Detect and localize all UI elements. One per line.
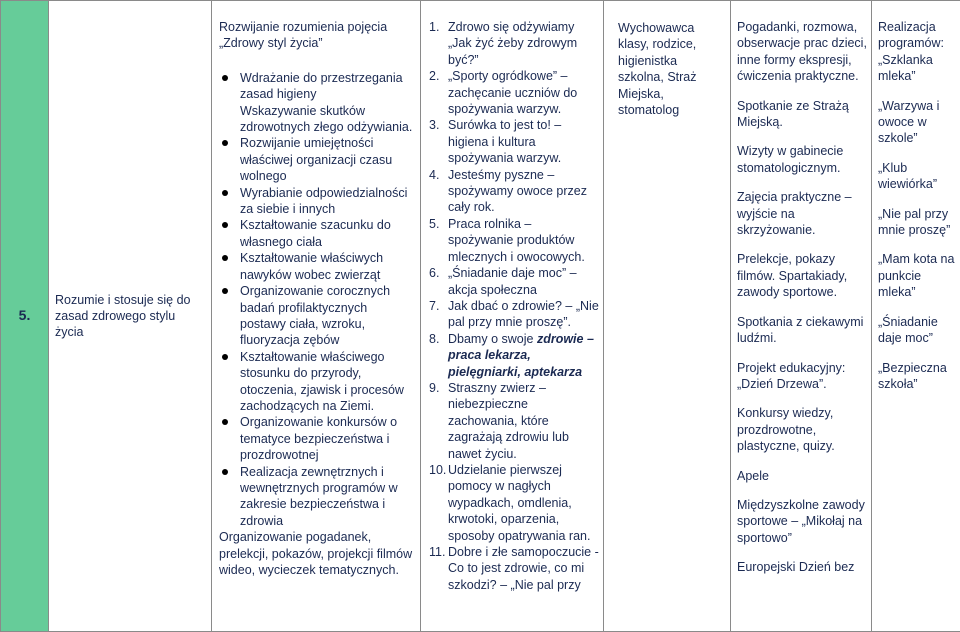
bullet-icon: [222, 469, 228, 475]
bullet-icon: [222, 255, 228, 261]
row-number: 5.: [19, 307, 31, 323]
goals-list: [219, 70, 414, 529]
list-item: Rozwijanie umiejętności właściwej organizacji czasu wolnego: [219, 135, 414, 184]
list-item: Wskazywanie skutków zdrowotnych złego odżywiania.: [219, 103, 414, 136]
bullet-icon: [222, 419, 228, 425]
list-item: 3. Surówka to jest to! – higiena i kultura spożywania warzyw.: [429, 117, 599, 166]
program-item: „Nie pal przy mnie proszę”: [878, 206, 956, 239]
method-item: Międzyszkolne zawody sportowe – „Mikołaj na sportowo”: [737, 497, 867, 546]
program-item: „Mam kota na punkcie mleka”: [878, 251, 956, 300]
program-item: „Bezpieczna szkoła”: [878, 360, 956, 393]
table-row: [1, 1, 960, 632]
responsible-text: Wychowawca klasy, rodzice, higienistka szkolna, Straż Miejska, stomatolog: [604, 1, 730, 118]
list-item: Organizowanie corocznych badań profilaktycznych postawy ciała, wzroku, fluoryzacja zębów: [219, 283, 414, 349]
program-item: „Śniadanie daje moc”: [878, 314, 956, 347]
method-item: Spotkania z ciekawymi ludźmi.: [737, 314, 867, 347]
method-item: Wizyty w gabinecie stomatologicznym.: [737, 143, 867, 176]
bullet-icon: [222, 354, 228, 360]
list-item: Kształtowanie właściwego stosunku do przyrody, otoczenia, zjawisk i procesów zachodzących na Ziemi.: [219, 349, 414, 415]
bullet-icon: [222, 75, 228, 81]
method-item: Konkursy wiedzy, prozdrowotne, plastyczne, quizy.: [737, 405, 867, 454]
list-item: Kształtowanie szacunku do własnego ciała: [219, 217, 414, 250]
list-item: 11. Dobre i złe samopoczucie - Co to jest zdrowie, co mi szkodzi? – „Nie pal przy: [429, 544, 599, 593]
list-item: 8. Dbamy o swoje zdrowie – praca lekarza, pielęgniarki, aptekarza: [429, 331, 599, 380]
topics-cell: [421, 1, 604, 632]
list-item: 4. Jesteśmy pyszne – spożywamy owoce przez cały rok.: [429, 167, 599, 216]
list-item: Wdrażanie do przestrzegania zasad higieny: [219, 70, 414, 103]
list-item: 5. Praca rolnika – spożywanie produktów mlecznych i owocowych.: [429, 216, 599, 265]
topic-cell: [49, 1, 212, 632]
method-item: Prelekcje, pokazy filmów. Spartakiady, zawody sportowe.: [737, 251, 867, 300]
method-item: Apele: [737, 468, 867, 484]
bullet-icon: [222, 288, 228, 294]
list-item: 9. Straszny zwierz – niebezpieczne zachowania, które zagrażają zdrowiu lub nawet życiu.: [429, 380, 599, 462]
method-item: Spotkanie ze Strażą Miejską.: [737, 98, 867, 131]
row-number-cell: [1, 1, 49, 632]
program-item: Realizacja programów: „Szklanka mleka”: [878, 19, 956, 85]
topics-list: [429, 19, 599, 593]
method-item: Projekt edukacyjny: „Dzień Drzewa”.: [737, 360, 867, 393]
method-item: Europejski Dzień bez: [737, 559, 867, 575]
method-item: Pogadanki, rozmowa, obserwacje prac dzieci, inne formy ekspresji, ćwiczenia praktyczne.: [737, 19, 867, 85]
methods-cell: [731, 1, 872, 632]
list-item: Realizacja zewnętrznych i wewnętrznych programów w zakresie bezpieczeństwa i zdrowia: [219, 464, 414, 530]
list-item: 2. „Sporty ogródkowe” – zachęcanie uczniów do spożywania warzyw.: [429, 68, 599, 117]
list-item: 7. Jak dbać o zdrowie? – „Nie pal przy mnie proszę”.: [429, 298, 599, 331]
list-item: Organizowanie konkursów o tematyce bezpieczeństwa i prozdrowotnej: [219, 414, 414, 463]
bullet-icon: [222, 190, 228, 196]
list-item: 10. Udzielanie pierwszej pomocy w nagłych wypadkach, omdlenia, krwotoki, oparzenia, sposoby opatrywania ran.: [429, 462, 599, 544]
goals-outro: Organizowanie pogadanek, prelekcji, pokazów, projekcji filmów wideo, wycieczek tematycznych.: [219, 529, 414, 578]
list-item: 1. Zdrowo się odżywiamy „Jak żyć żeby zdrowym być?”: [429, 19, 599, 68]
method-item: Zajęcia praktyczne – wyjście na skrzyżowanie.: [737, 189, 867, 238]
list-item: Wyrabianie odpowiedzialności za siebie i innych: [219, 185, 414, 218]
bullet-icon: [222, 222, 228, 228]
list-item: Kształtowanie właściwych nawyków wobec zwierząt: [219, 250, 414, 283]
bullet-icon: [222, 140, 228, 146]
program-item: „Klub wiewiórka”: [878, 160, 956, 193]
program-item: „Warzywa i owoce w szkole”: [878, 98, 956, 147]
topic-text: Rozumie i stosuje się do zasad zdrowego stylu życia: [49, 292, 211, 340]
goals-intro: Rozwijanie rozumienia pojęcia „Zdrowy styl życia”: [219, 19, 414, 52]
programs-cell: [872, 1, 960, 632]
responsible-cell: [604, 1, 731, 632]
list-item: 6. „Śniadanie daje moc” – akcja społeczna: [429, 265, 599, 298]
goals-cell: [212, 1, 421, 632]
